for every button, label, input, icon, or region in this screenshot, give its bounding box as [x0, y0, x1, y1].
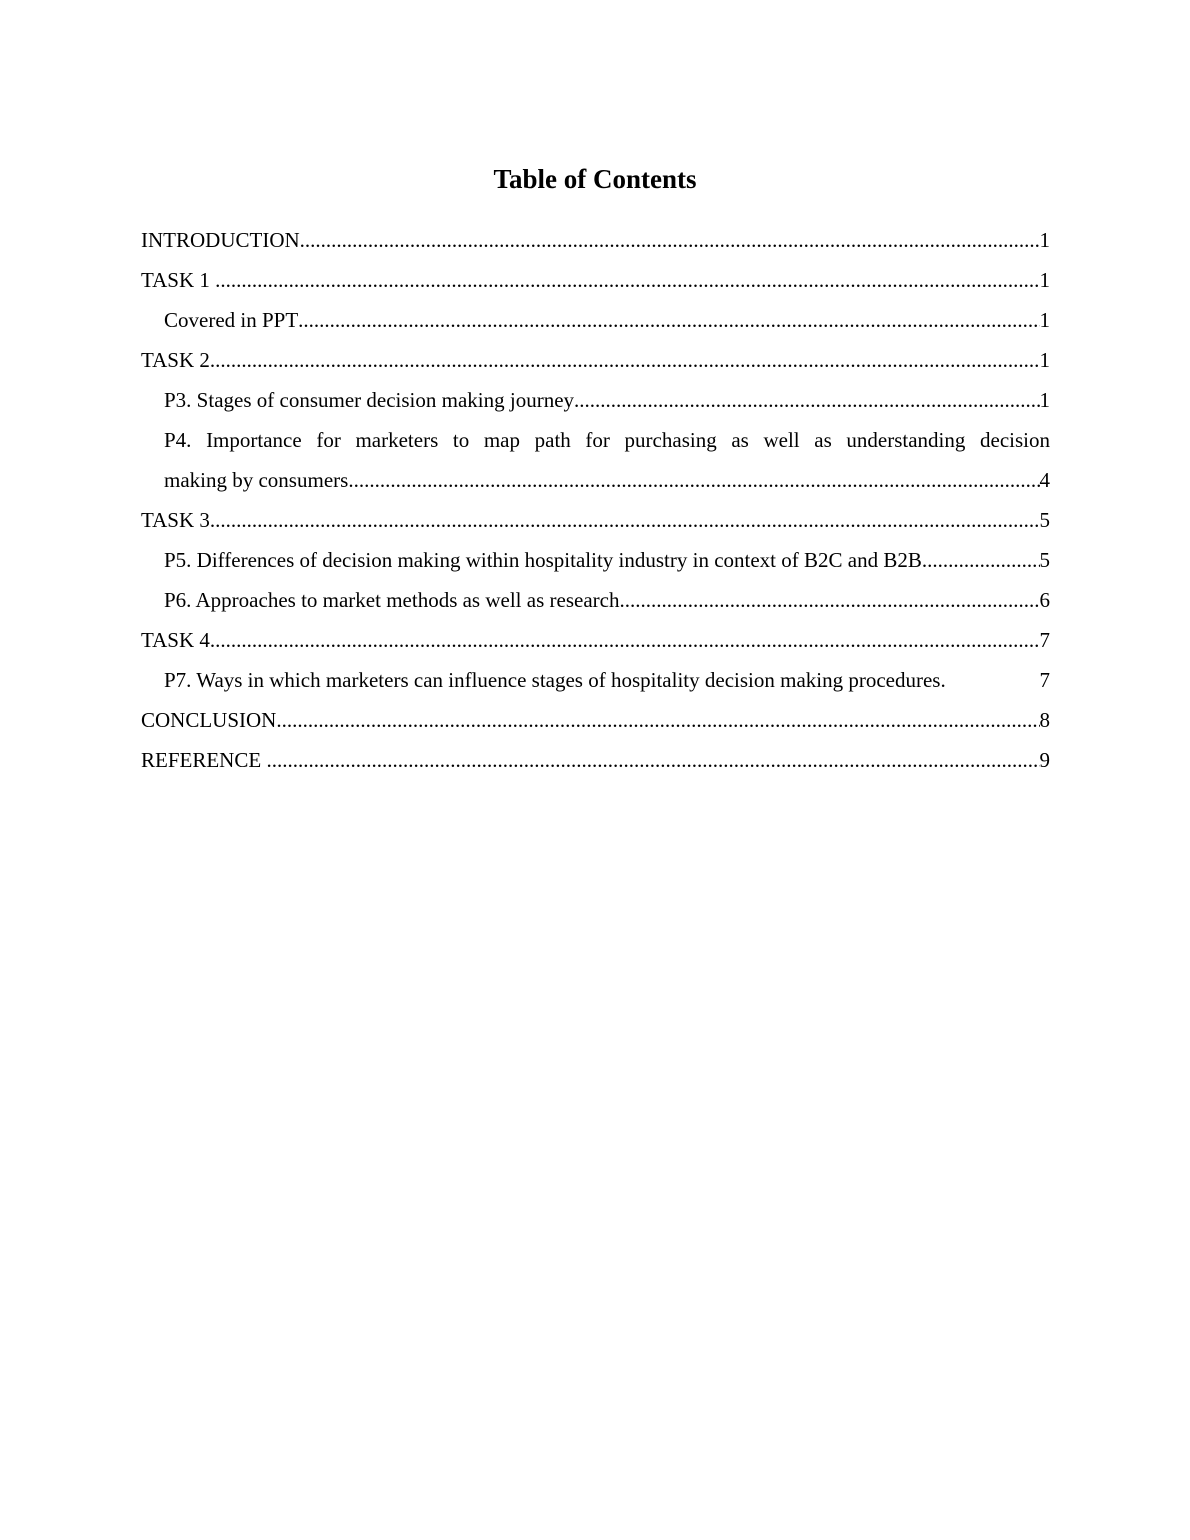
toc-entry-label-line-1: P4. Importance for marketers to map path for purchasing as well as understanding decision — [164, 428, 1050, 452]
toc-entry-p6[interactable] — [141, 580, 1050, 620]
toc-list — [141, 220, 1050, 780]
toc-entry-label: TASK 4 — [141, 628, 210, 652]
toc-entry-label: CONCLUSION — [141, 708, 277, 732]
toc-page-number: 1 — [1039, 388, 1050, 412]
toc-page-number: 1 — [1039, 308, 1050, 332]
toc-entry-reference[interactable] — [141, 740, 1050, 780]
toc-page-number: 7 — [1039, 668, 1050, 692]
toc-page-number: 9 — [1039, 748, 1050, 772]
toc-page-number: 7 — [1039, 628, 1050, 652]
toc-page-number: 1 — [1039, 228, 1050, 252]
toc-leader-dots — [276, 700, 1039, 740]
toc-entry-line-2 — [164, 460, 1050, 500]
toc-entry-conclusion[interactable] — [141, 700, 1050, 740]
toc-entry-label: TASK 3 — [141, 508, 210, 532]
toc-entry-p4[interactable] — [141, 420, 1050, 500]
toc-entry-label: INTRODUCTION — [141, 228, 300, 252]
toc-entry-p7[interactable] — [141, 660, 1050, 700]
toc-entry-label: TASK 1 — [141, 268, 216, 292]
toc-entry-label: REFERENCE — [141, 748, 267, 772]
toc-entry-task-2[interactable] — [141, 340, 1050, 380]
toc-entry-introduction[interactable] — [141, 220, 1050, 260]
toc-leader-dots — [210, 620, 1040, 660]
toc-entry-task-3[interactable] — [141, 500, 1050, 540]
toc-leader-dots — [210, 500, 1040, 540]
toc-entry-p5[interactable] — [141, 540, 1050, 580]
toc-leader-dots — [266, 740, 1039, 780]
toc-leader-dots — [619, 580, 1039, 620]
toc-leader-dots — [348, 460, 1039, 500]
toc-leader-dots — [574, 380, 1039, 420]
toc-page-number: 6 — [1039, 588, 1050, 612]
toc-page-number: 1 — [1039, 348, 1050, 372]
toc-entry-covered-in-ppt[interactable] — [141, 300, 1050, 340]
toc-leader-dots — [210, 340, 1040, 380]
toc-entry-label: P6. Approaches to market methods as well as research — [164, 588, 620, 612]
toc-page-number: 4 — [1039, 468, 1050, 492]
toc-page-number: 5 — [1039, 508, 1050, 532]
toc-page-number: 8 — [1039, 708, 1050, 732]
toc-leader-dots — [298, 300, 1039, 340]
toc-leader-dots — [215, 260, 1039, 300]
toc-leader-dots — [300, 220, 1040, 260]
toc-page-number: 1 — [1039, 268, 1050, 292]
toc-entry-task-4[interactable] — [141, 620, 1050, 660]
toc-entry-label: TASK 2 — [141, 348, 210, 372]
toc-page-number: 5 — [1039, 548, 1050, 572]
toc-entry-p3[interactable] — [141, 380, 1050, 420]
toc-entry-label-line-2: making by consumers — [164, 468, 349, 492]
toc-entry-label: P5. Differences of decision making within hospitality industry in context of B2C and B2B — [164, 548, 922, 572]
toc-entry-label: Covered in PPT — [164, 308, 299, 332]
toc-leader-dots — [922, 540, 1040, 580]
toc-entry-label: P3. Stages of consumer decision making journey — [164, 388, 575, 412]
toc-entry-label: P7. Ways in which marketers can influence stages of hospitality decision making procedures. — [164, 668, 951, 692]
toc-entry-task-1[interactable] — [141, 260, 1050, 300]
toc-title: Table of Contents — [493, 164, 697, 194]
